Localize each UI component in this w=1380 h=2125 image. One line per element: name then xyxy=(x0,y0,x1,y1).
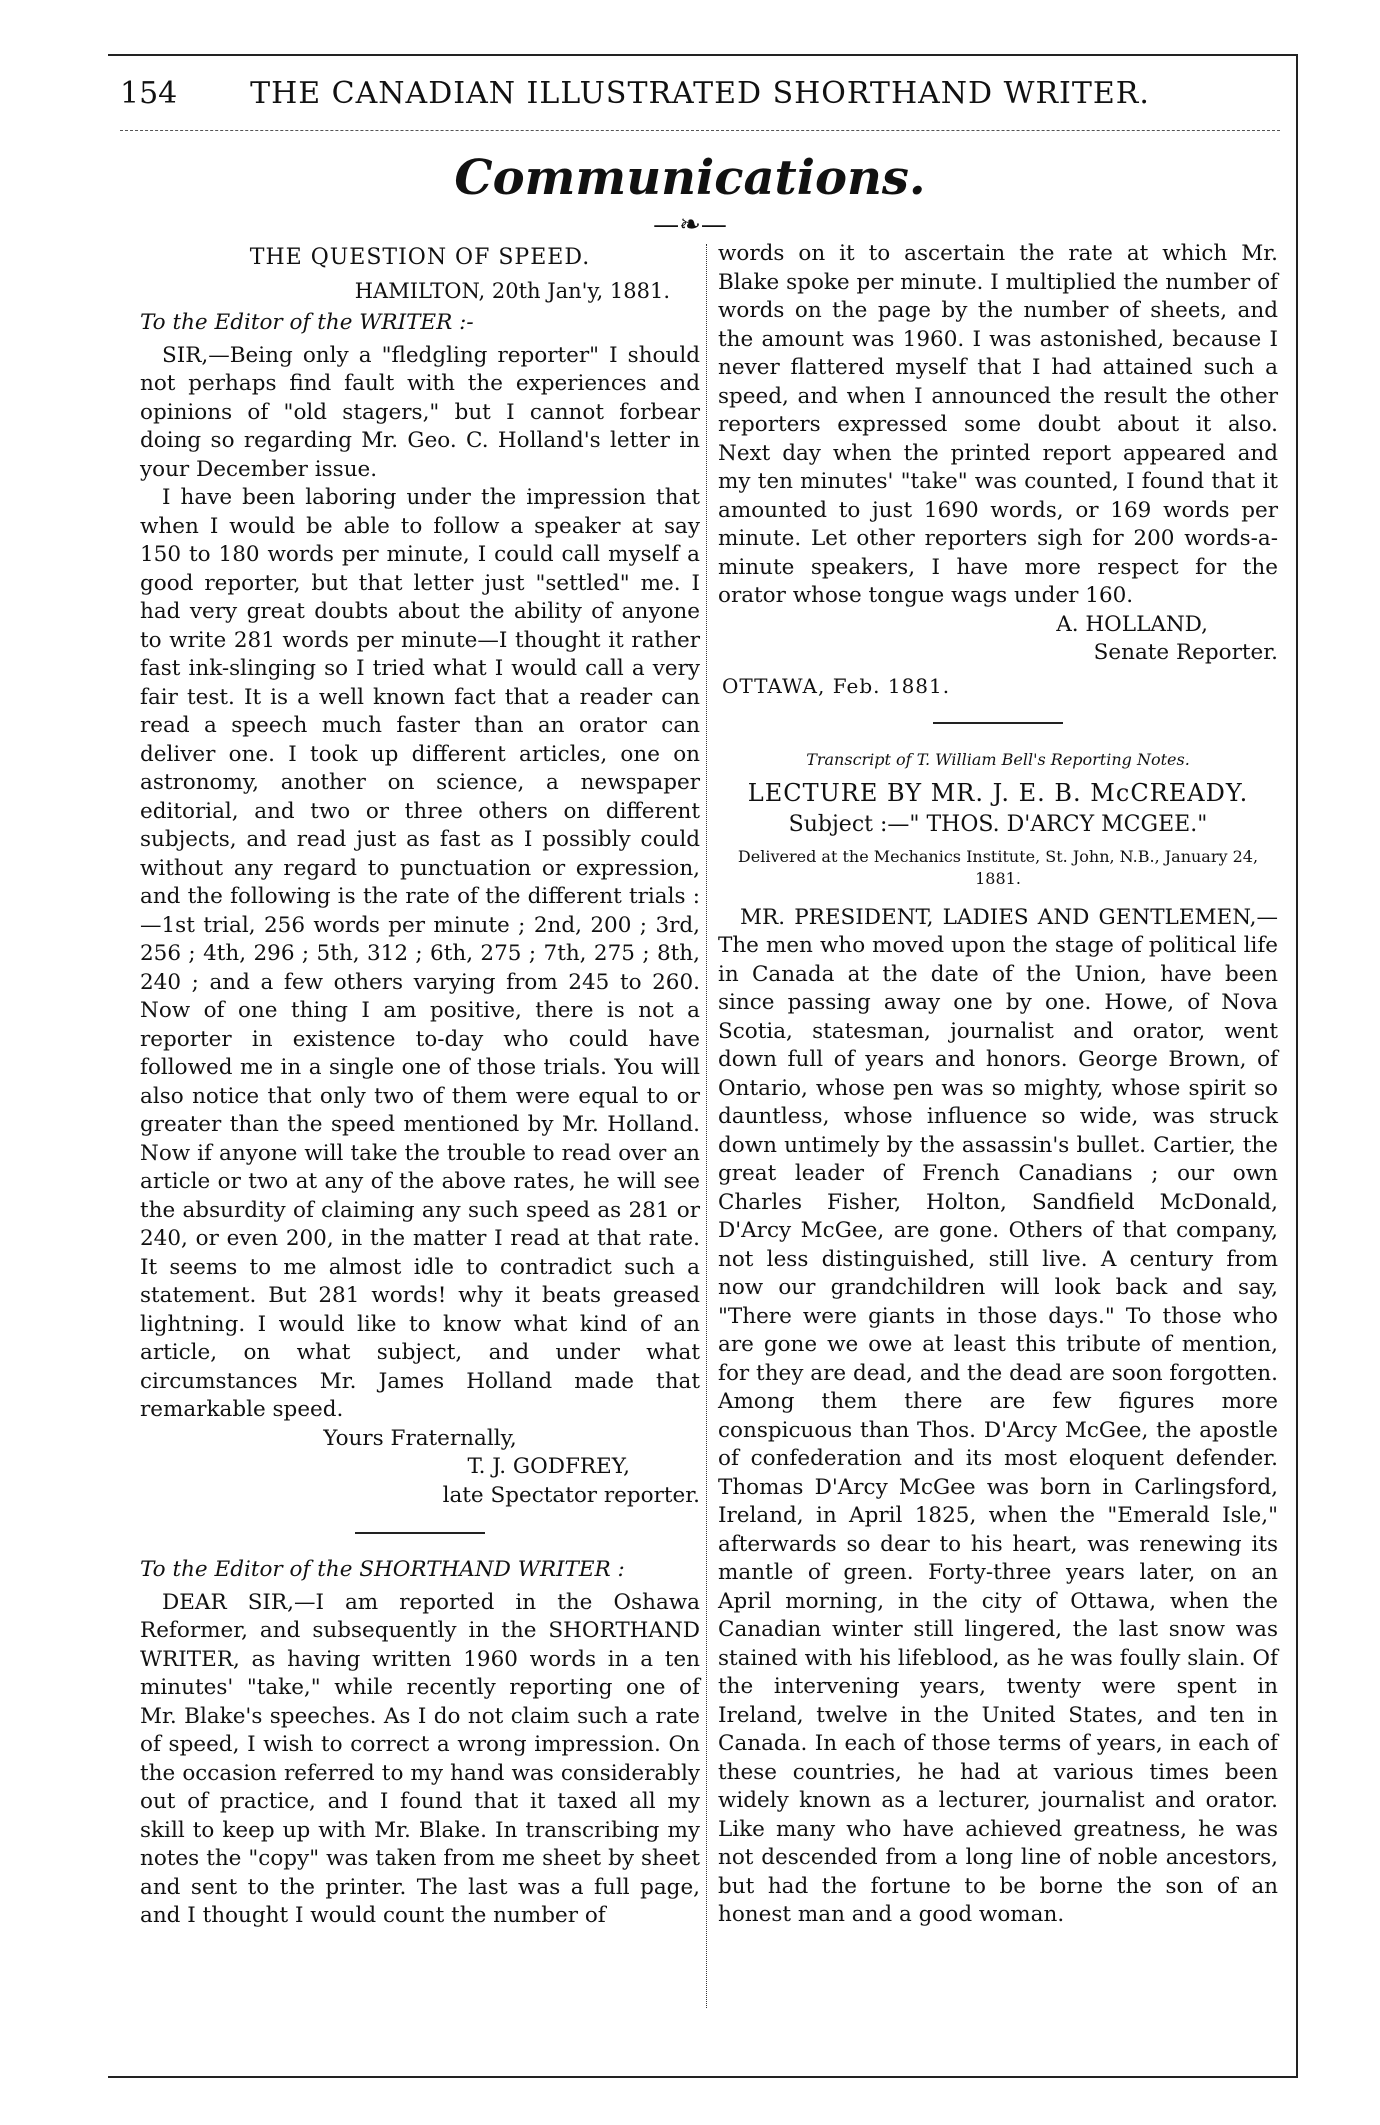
page-border-right xyxy=(1296,54,1298,2078)
letter-paragraph: DEAR SIR,—I am reported in the Oshawa Reformer, and subsequently in the SHORTHAND WRITER, as having written 1960 words in a ten minutes' "take," while recently reporting one of Mr. Blake's speeches. As I do not claim such a rate of speed, I wish to correct a wrong impression. On the occasion referred to my hand was considerably out of practice, and I found that it taxed all my skill to keep up with Mr. Blake. In transcribing my notes the "copy" was taken from me sheet by sheet and sent to the printer. The last was a full page, and I thought I would count the number of xyxy=(140,1589,700,1928)
salutation: To the Editor of the SHORTHAND WRITER : xyxy=(140,1557,625,1582)
page-border-bottom xyxy=(108,2076,1298,2078)
letter-closing: Yours Fraternally, xyxy=(323,1425,517,1451)
section-rule xyxy=(355,1532,485,1534)
letter-continuation: words on it to ascertain the rate at which Mr. Blake spoke per minute. I multiplied the number of words on the page by the number of sheets, and the amount was 1960. I was astonished, because I never flattered myself that I had attained such a speed, and when I announced the result the other reporters expressed some doubt about it also. Next day when the printed report appeared and my ten minutes' "take" was counted, I found that it amounted to just 1690 words, or 169 words per minute. Let other reporters sigh for 200 words-a-minute speakers, I have more respect for the orator whose tongue wags under 160. xyxy=(718,241,1278,608)
letter-paragraph: SIR,—Being only a "fledgling reporter" I should not perhaps find fault with the experiences and opinions of "old stagers," but I cannot forbear doing so regarding Mr. Geo. C. Holland's letter in your December issue. xyxy=(140,342,700,482)
section-rule xyxy=(933,722,1063,724)
letter-paragraph: I have been laboring under the impression that when I would be able to follow a speaker at say 150 to 180 words per minute, I could call myself a good reporter, but that letter just "settled" me. I had very great doubts about the ability of anyone to write 281 words per minute—I thought it rather fast ink-slinging so I tried what I would call a very fair test. It is a well known fact that a reader can read a speech much faster than an orator can deliver one. I took up different articles, one on astronomy, another on science, a newspaper editorial, and two or three others on different subjects, and read just as fast as I possibly could without any regard to punctuation or expression, and the following is the rate of the different trials :—1st trial, 256 words per minute ; 2nd, 200 ; 3rd, 256 ; 4th, 296 ; 5th, 312 ; 6th, 275 ; 7th, 275 ; 8th, 240 ; and a few others varying from 245 to 260. Now of one thing I am positive, there is not a reporter in existence to-day who could have followed me in a single one of those trials. You will also notice that only two of them were equal to or greater than the speed mentioned by Mr. Holland. Now if anyone will take the trouble to read over an article or two at any of the above rates, he will see the absurdity of claiming any such speed as 281 or 240, or even 200, in the matter I read at that rate. It seems to me almost idle to contradict such a statement. But 281 words! why it beats greased lightning. I would like to know what kind of an article, on what subject, and under what circumstances Mr. James Holland made that remarkable speed. xyxy=(140,485,700,1422)
page-number: 154 xyxy=(120,76,178,111)
right-column xyxy=(718,240,1278,1930)
salutation: To the Editor of the WRITER :- xyxy=(140,310,474,335)
section-title: Communications. xyxy=(454,150,926,206)
page-border-top xyxy=(108,54,1298,56)
signature-name: A. HOLLAND, xyxy=(1056,611,1208,637)
transcript-note: Transcript of T. William Bell's Reporting Notes. xyxy=(806,750,1190,769)
lecture-title: LECTURE BY MR. J. E. B. McCREADY. xyxy=(747,778,1249,807)
article-heading: THE QUESTION OF SPEED. xyxy=(249,245,591,270)
signature-role: late Spectator reporter. xyxy=(442,1482,700,1508)
running-title: THE CANADIAN ILLUSTRATED SHORTHAND WRITER. xyxy=(250,76,1150,111)
signature-name: T. J. GODFREY, xyxy=(467,1454,630,1479)
lecture-venue: Delivered at the Mechanics Institute, St. John, N.B., January 24, 1881. xyxy=(737,846,1259,888)
article-dateline: OTTAWA, Feb. 1881. xyxy=(722,673,951,698)
ornament-divider-icon: —❧— xyxy=(653,210,727,240)
lecture-subject: Subject :—" THOS. D'ARCY MCGEE." xyxy=(788,812,1208,837)
left-column xyxy=(140,240,700,1931)
column-divider xyxy=(706,244,707,2008)
header-rule xyxy=(120,130,1280,131)
page-header xyxy=(120,70,1280,120)
signature-role: Senate Reporter. xyxy=(1093,640,1278,665)
lecture-paragraph: MR. PRESIDENT, LADIES AND GENTLEMEN,— The men who moved upon the stage of political life in Canada at the date of the Union, have been since passing away one by one. Howe, of Nova Scotia, statesman, journalist and orator, went down full of years and honors. George Brown, of Ontario, whose pen was so mighty, whose spirit so dauntless, whose influence so wide, was struck down untimely by the assassin's bullet. Cartier, the great leader of French Canadians ; our own Charles Fisher, Holton, Sandfield McDonald, D'Arcy McGee, are gone. Others of that company, not less distinguished, still live. A century from now our grandchildren will look back and say, "There were giants in those days." To those who are gone we owe at least this tribute of mention, for they are dead, and the dead are soon forgotten. Among them there are few figures more conspicuous than Thos. D'Arcy McGee, the apostle of confederation and its most eloquent defender. Thomas D'Arcy McGee was born in Carlingsford, Ireland, in April 1825, when the "Emerald Isle," afterwards so dear to his heart, was renewing its mantle of green. Forty-three years later, on an April morning, in the city of Ottawa, when the Canadian winter still lingered, the last snow was stained with his lifeblood, as he was foully slain. Of the intervening years, twenty were spent in Ireland, twelve in the United States, and ten in Canada. In each of those terms of years, in each of these countries, he had at various times been widely known as a lecturer, journalist and orator. Like many who have achieved greatness, he was not descended from a long line of noble ancestors, but had the fortune to be borne the son of an honest man and a good woman. xyxy=(718,904,1278,1927)
article-dateline: HAMILTON, 20th Jan'y, 1881. xyxy=(354,278,670,303)
